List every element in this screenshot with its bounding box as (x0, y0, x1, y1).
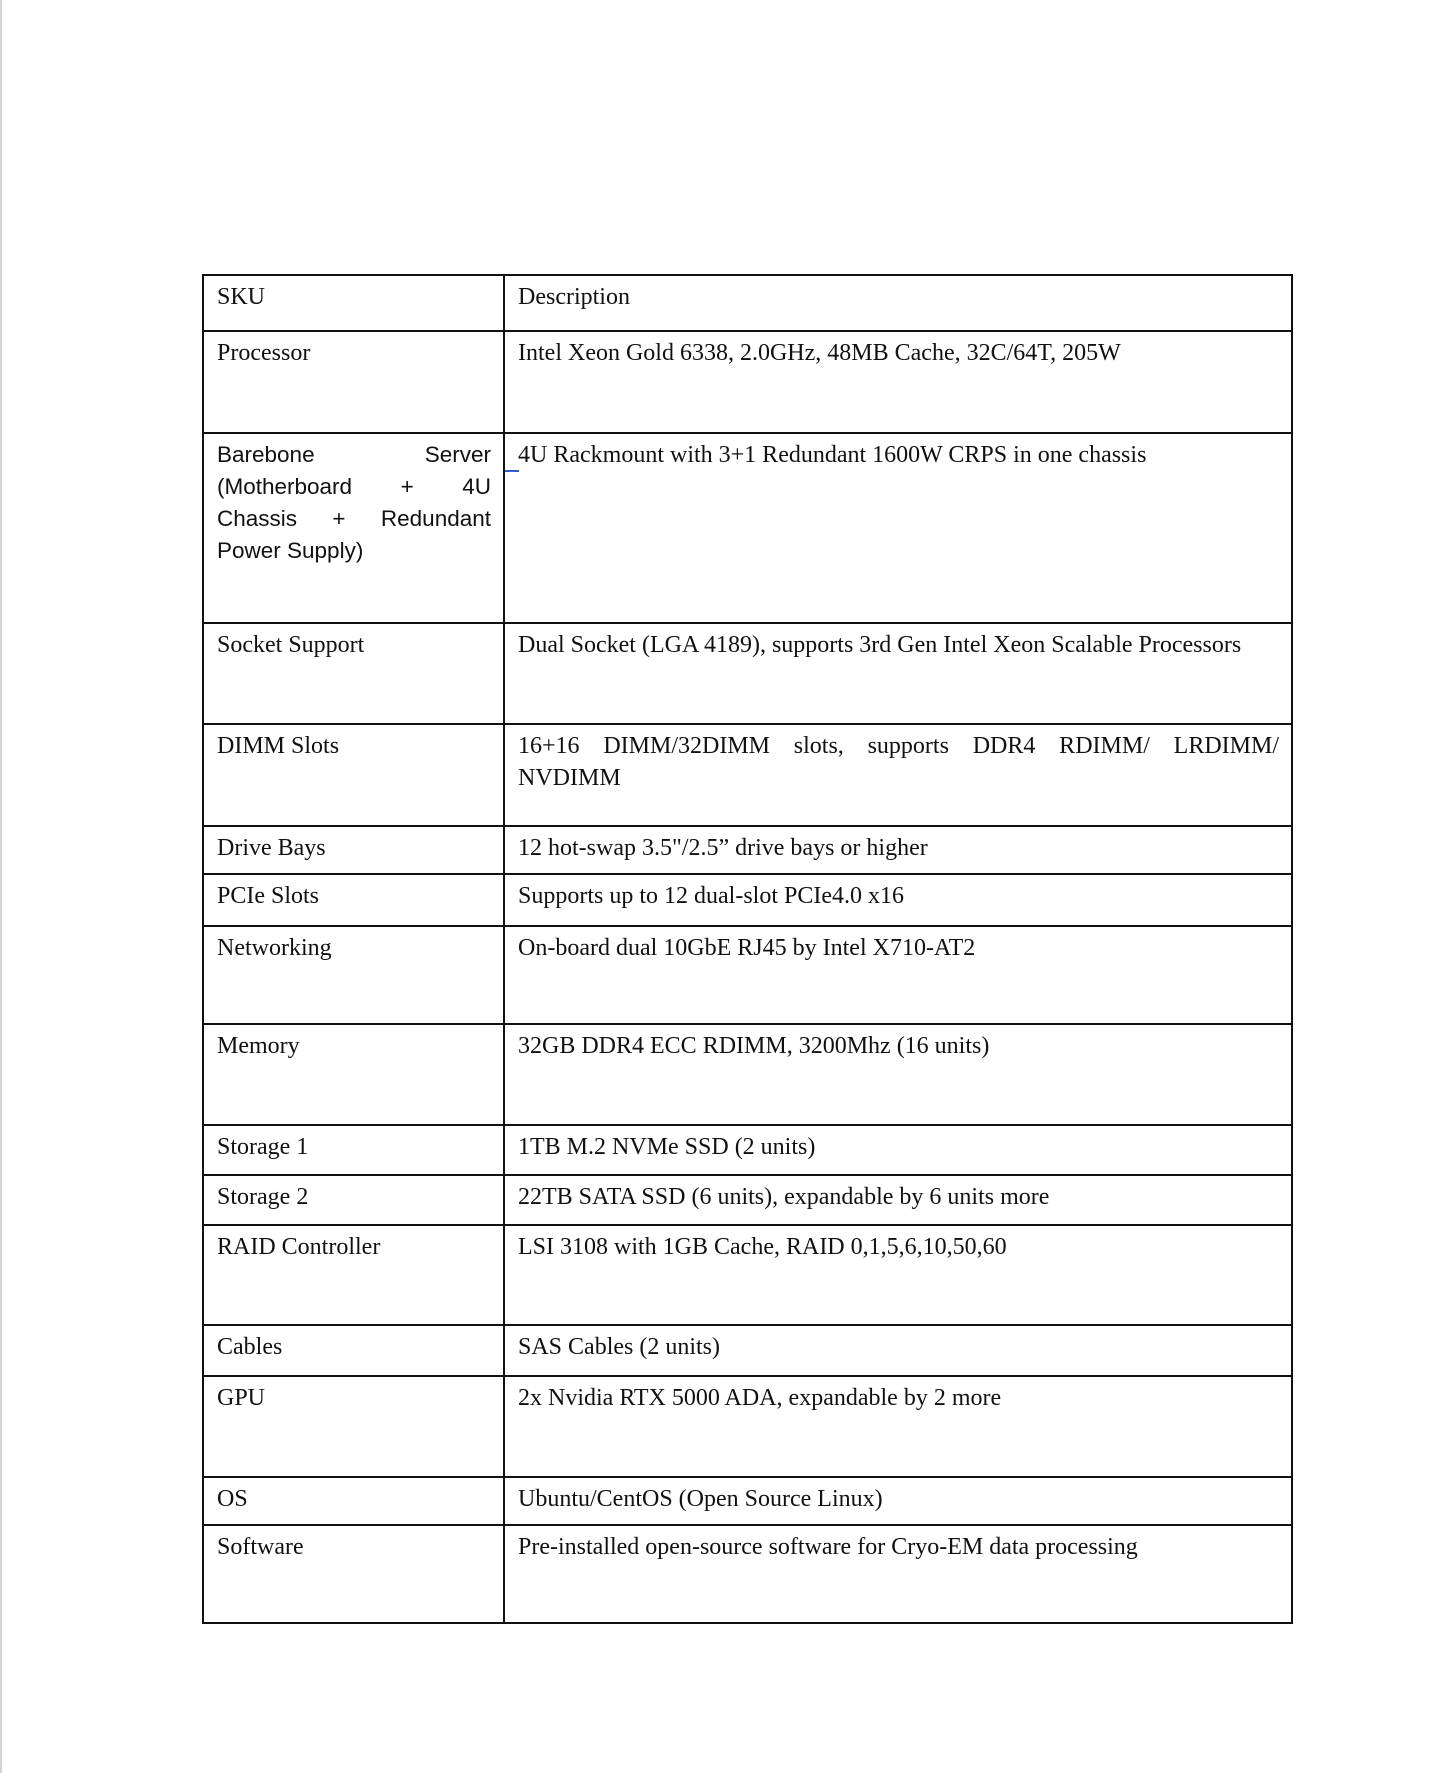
description-cell: SAS Cables (2 units) (504, 1325, 1292, 1376)
table-row (203, 724, 1292, 826)
table-row (203, 1125, 1292, 1175)
description-cell: Intel Xeon Gold 6338, 2.0GHz, 48MB Cache, 32C/64T, 205W (504, 331, 1292, 433)
header-description: Description (504, 275, 1292, 331)
table-row (203, 1225, 1292, 1325)
page-left-edge (0, 0, 2, 1773)
sku-cell: Software (203, 1525, 504, 1623)
table-row (203, 1477, 1292, 1525)
description-cell: 12 hot-swap 3.5"/2.5” drive bays or higher (504, 826, 1292, 874)
description-cell: 22TB SATA SSD (6 units), expandable by 6 units more (504, 1175, 1292, 1225)
table-row (203, 1376, 1292, 1477)
description-cell: 2x Nvidia RTX 5000 ADA, expandable by 2 more (504, 1376, 1292, 1477)
sku-cell: DIMM Slots (203, 724, 504, 826)
description-cell: Supports up to 12 dual-slot PCIe4.0 x16 (504, 874, 1292, 926)
spec-table (202, 274, 1293, 1624)
sku-cell: Barebone Server (Motherboard + 4U Chassis + Redundant Power Supply) (203, 433, 504, 623)
description-cell: On-board dual 10GbE RJ45 by Intel X710-AT2 (504, 926, 1292, 1024)
table-row (203, 331, 1292, 433)
description-cell: 1TB M.2 NVMe SSD (2 units) (504, 1125, 1292, 1175)
sku-cell: Storage 1 (203, 1125, 504, 1175)
sku-cell: OS (203, 1477, 504, 1525)
header-sku: SKU (203, 275, 504, 331)
table-row (203, 1175, 1292, 1225)
table-row (203, 874, 1292, 926)
table-row (203, 433, 1292, 623)
description-text: 4U Rackmount with 3+1 Redundant 1600W CRPS in one chassis (518, 442, 1147, 468)
table-header-row (203, 275, 1292, 331)
table-row (203, 826, 1292, 874)
description-cell: Dual Socket (LGA 4189), supports 3rd Gen Intel Xeon Scalable Processors (504, 623, 1292, 724)
description-cell: 16+16 DIMM/32DIMM slots, supports DDR4 RDIMM/ LRDIMM/ NVDIMM (504, 724, 1292, 826)
table-row (203, 623, 1292, 724)
sku-cell: Storage 2 (203, 1175, 504, 1225)
table-row (203, 926, 1292, 1024)
sku-cell: PCIe Slots (203, 874, 504, 926)
sku-cell: GPU (203, 1376, 504, 1477)
sku-cell: Drive Bays (203, 826, 504, 874)
sku-cell: Processor (203, 331, 504, 433)
text-cursor-marker (505, 470, 519, 472)
description-cell: Ubuntu/CentOS (Open Source Linux) (504, 1477, 1292, 1525)
table-row (203, 1325, 1292, 1376)
description-cell (504, 433, 1292, 623)
table-row (203, 1525, 1292, 1623)
description-cell: Pre-installed open-source software for Cryo-EM data processing (504, 1525, 1292, 1623)
table-row (203, 1024, 1292, 1125)
sku-cell: Socket Support (203, 623, 504, 724)
sku-cell: Memory (203, 1024, 504, 1125)
sku-cell: Networking (203, 926, 504, 1024)
description-cell: 32GB DDR4 ECC RDIMM, 3200Mhz (16 units) (504, 1024, 1292, 1125)
description-cell: LSI 3108 with 1GB Cache, RAID 0,1,5,6,10,50,60 (504, 1225, 1292, 1325)
sku-cell: RAID Controller (203, 1225, 504, 1325)
sku-cell: Cables (203, 1325, 504, 1376)
